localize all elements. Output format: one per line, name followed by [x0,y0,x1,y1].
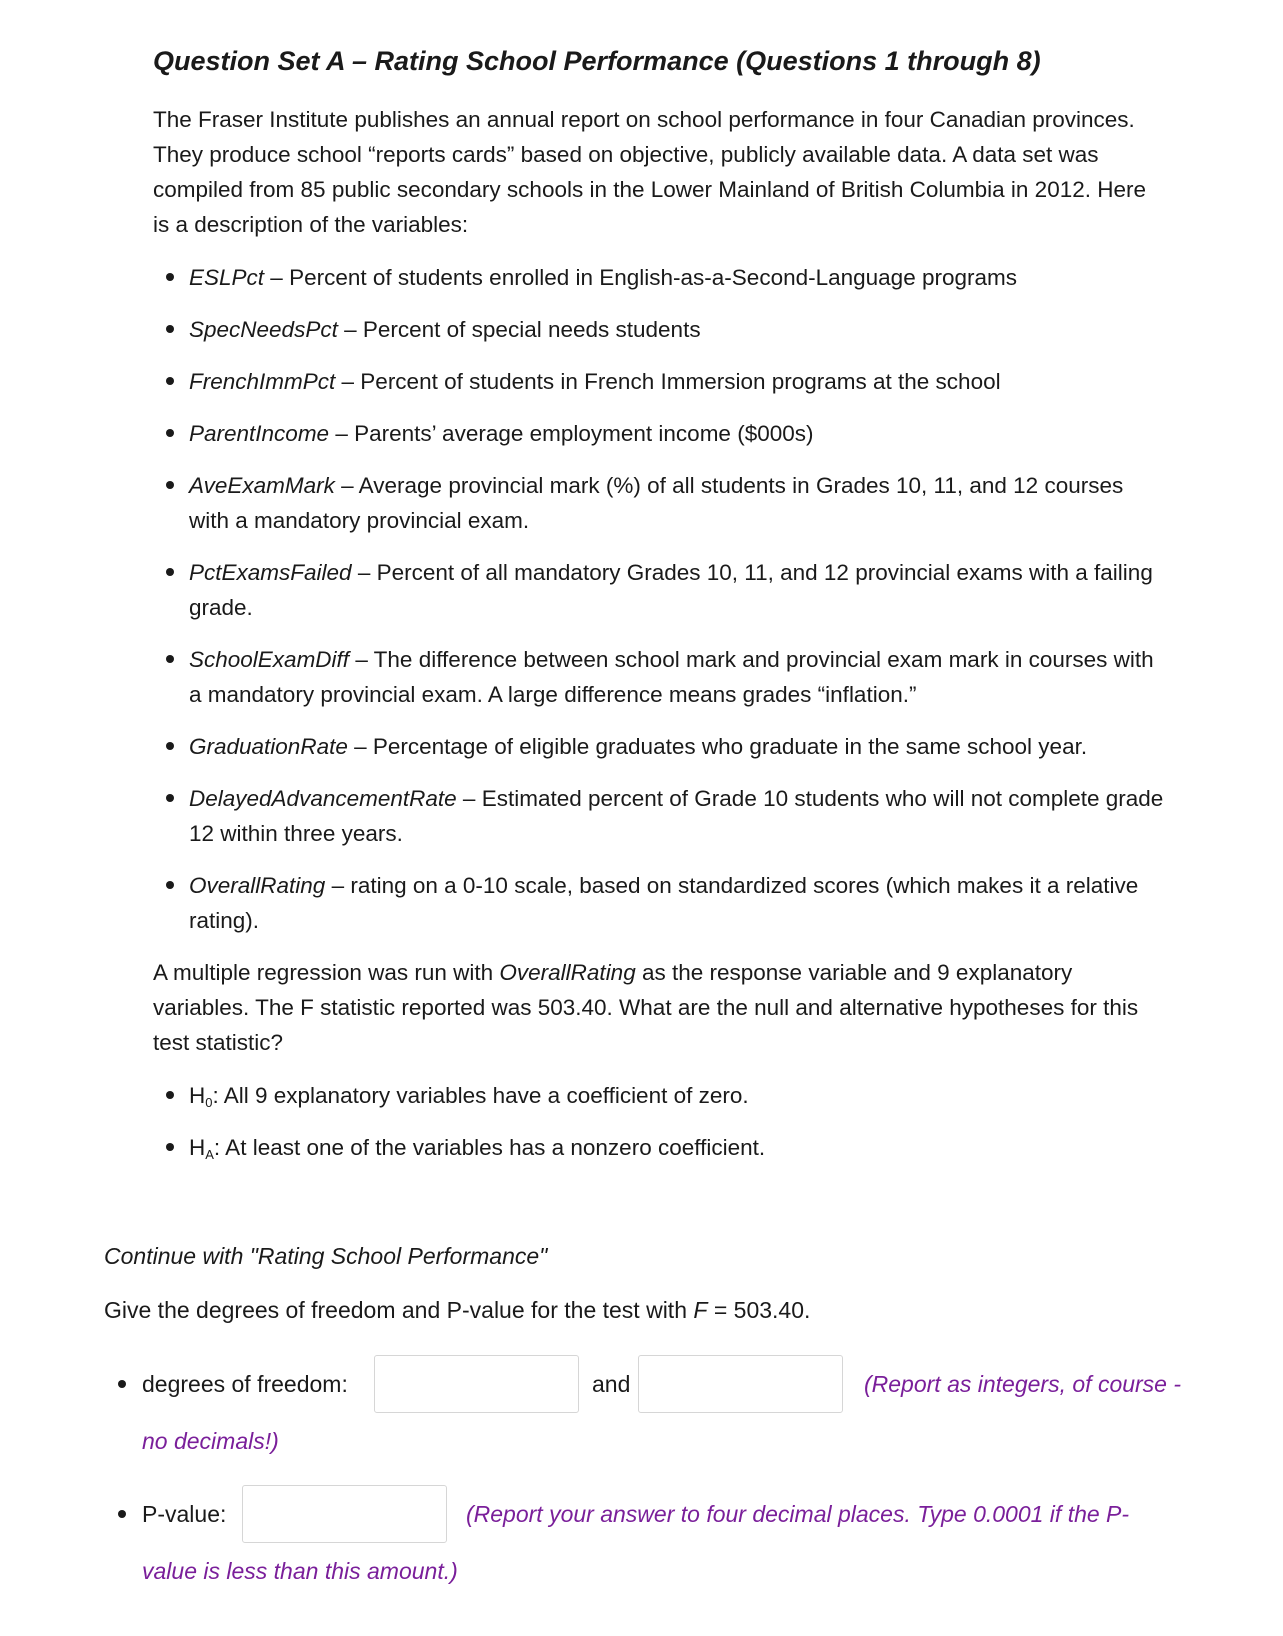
degrees-of-freedom-input-1[interactable] [374,1355,579,1413]
variable-description: – Percent of all mandatory Grades 10, 11, and 12 provincial exams with a failing [351,560,1153,585]
variable-item [153,555,1213,625]
bullet [118,1380,126,1388]
f-symbol: F [693,1297,708,1323]
variable-name: ESLPct [189,265,265,290]
variable-name: ParentIncome [189,421,330,446]
continue-title: Continue with "Rating School Performance" [104,1243,548,1269]
df-hint-line-1: (Report as integers, of course - [864,1371,1182,1397]
regression-paragraph [153,955,1193,1060]
variable-item [153,642,1213,712]
variable-description: – Percent of students enrolled in English-as-a-Second-Language programs [264,265,1017,290]
degrees-of-freedom-input-2[interactable] [638,1355,843,1413]
variable-name: FrenchImmPct [189,369,336,394]
regression-text: A multiple regression was run with [153,960,500,985]
variable-item [153,868,1213,938]
intro-line: They produce school “reports cards” based on objective, publicly available data. A data set was [153,142,1099,167]
variable-description: – Average provincial mark (%) of all students in Grades 10, 11, and 12 courses [334,473,1124,498]
question-set [153,44,1213,1182]
p-value-hint-line-2: value is less than this amount.) [142,1558,458,1584]
hypothesis-text: : All 9 explanatory variables have a coefficient of zero. [212,1083,749,1108]
variable-description-cont: 12 within three years. [189,821,403,846]
continue-question [104,1294,1244,1326]
variable-description-cont: with a mandatory provincial exam. [189,508,530,533]
hypothesis-symbol: H [189,1135,206,1160]
hypothesis-symbol: H [189,1083,206,1108]
df-hint-line-2: no decimals!) [142,1428,279,1454]
variable-description: – rating on a 0-10 scale, based on standardized scores (which makes it a relative [325,873,1139,898]
alternative-hypothesis [153,1130,1213,1165]
question-text: Give the degrees of freedom and P-value for the test with [104,1297,694,1323]
variable-item [153,729,1213,764]
intro-line: compiled from 85 public secondary schools in the Lower Mainland of British Columbia in 2012. Here [153,177,1147,202]
question-text: = 503.40. [707,1297,811,1323]
bullet [118,1510,126,1518]
variable-item [153,364,1213,399]
intro-line: is a description of the variables: [153,212,469,237]
variable-name: SchoolExamDiff [189,647,350,672]
variable-description: – Percent of special needs students [337,317,701,342]
variable-name: DelayedAdvancementRate [189,786,457,811]
variable-description: – Estimated percent of Grade 10 students who will not complete grade [456,786,1164,811]
variable-list [153,260,1213,938]
variable-name: OverallRating [189,873,326,898]
intro-paragraph [153,102,1213,242]
regression-text: test statistic? [153,1030,284,1055]
variable-name: GraduationRate [189,734,348,759]
variable-item [153,468,1213,538]
regression-text: variables. The F statistic reported was 503.40. What are the null and alternative hypotheses for this [153,995,1139,1020]
p-value-label: P-value: [142,1501,227,1527]
variable-item [153,781,1213,851]
p-value-input[interactable] [242,1485,447,1543]
hypothesis-subscript: 0 [205,1095,213,1110]
variable-description: – The difference between school mark and provincial exam mark in courses with [349,647,1154,672]
p-value-hint-line-1: (Report your answer to four decimal places. Type 0.0001 if the P- [466,1501,1130,1527]
intro-line: The Fraser Institute publishes an annual report on school performance in four Canadian provinces. [153,107,1135,132]
variable-item [153,416,1213,451]
null-hypothesis [153,1078,1213,1113]
question-set-title: Question Set A – Rating School Performance (Questions 1 through 8) [153,46,1041,76]
hypothesis-text: : At least one of the variables has a nonzero coefficient. [213,1135,766,1160]
variable-description: – Percentage of eligible graduates who graduate in the same school year. [347,734,1088,759]
and-label: and [592,1371,631,1397]
variable-item [153,260,1213,295]
regression-text: as the response variable and 9 explanatory [635,960,1073,985]
hypothesis-list [153,1078,1213,1165]
hypothesis-subscript: A [205,1147,214,1162]
variable-name: SpecNeedsPct [189,317,338,342]
degrees-of-freedom-label: degrees of freedom: [142,1371,348,1397]
variable-description-cont: grade. [189,595,253,620]
response-variable-name: OverallRating [499,960,636,985]
p-value-row [104,1470,1244,1610]
variable-name: AveExamMark [189,473,335,498]
continue-section [104,1240,1244,1584]
variable-description: – Parents’ average employment income ($000s) [329,421,814,446]
variable-name: PctExamsFailed [189,560,352,585]
variable-description-cont: a mandatory provincial exam. A large difference means grades “inflation.” [189,682,917,707]
variable-description: – Percent of students in French Immersion programs at the school [335,369,1001,394]
degrees-of-freedom-row [104,1340,1244,1480]
variable-description-cont: rating). [189,908,260,933]
variable-item [153,312,1213,347]
